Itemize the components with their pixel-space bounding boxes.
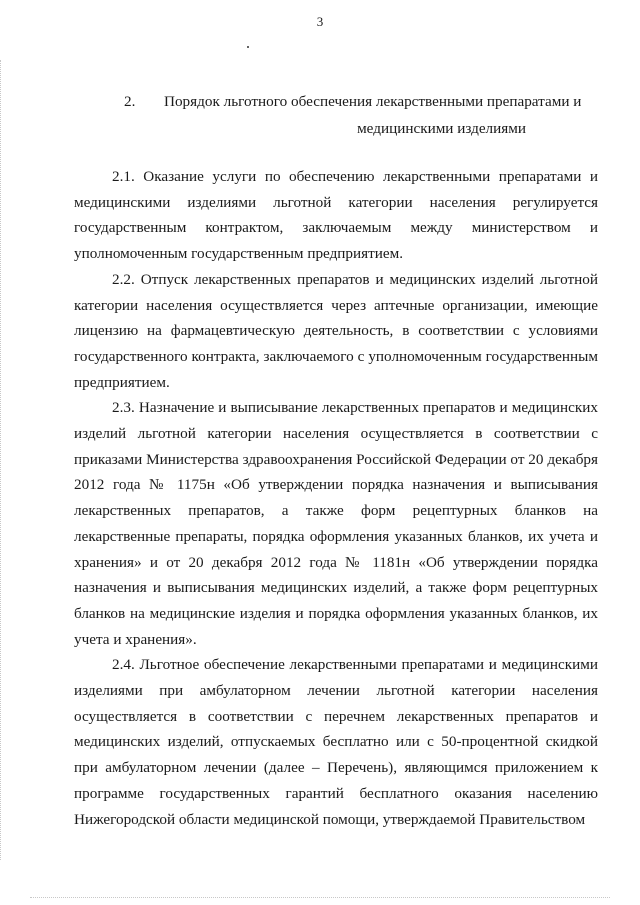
section-body [74,164,598,832]
paragraph-2-2: 2.2. Отпуск лекарственных препаратов и медицинских изделий льготной категории населения осуществляется через аптечные организации, имеющие лицензию на фармацевтическую деятельность, в соответствии с условиями государственного контракта, заключаемого с уполномоченным государственным предприятием. [74,270,598,391]
page-number: 3 [316,14,324,29]
scan-edge-left [0,60,2,860]
paragraph-2-4: 2.4. Льготное обеспечение лекарственными препаратами и медицинскими изделиями при амбулаторном лечении льготной категории населения осуществляется в соответствии с перечнем лекарственных препаратов и медицинских изделий, отпускаемых бесплатно или с 50-процентной скидкой при амбулаторном лечении (далее – Перечень), являющимся приложением к программе государственных гарантий бесплатного оказания населению Нижегородской области медицинской помощи, утверждаемой Правительством [74,656,598,828]
section-number: 2. [124,93,136,110]
section-title-line2: медицинскими изделиями [357,120,526,137]
scan-speck [247,46,249,48]
paragraph-2-3: 2.3. Назначение и выписывание лекарственных препаратов и медицинских изделий льготной категории населения осуществляется в соответствии с приказами Министерства здравоохранения Российской Федерации от 20 декабря 2012 года № 1175н «Об утверждении порядка назначения и выписывания лекарственных препаратов, а также форм рецептурных бланков на лекарственные препараты, порядка оформления указанных бланков, их учета и хранения» и от 20 декабря 2012 года № 1181н «Об утверждении порядка назначения и выписывания медицинских изделий, а также форм рецептурных бланков на медицинские изделия и порядка оформления указанных бланков, их учета и хранения». [74,399,598,648]
section-title-line1: Порядок льготного обеспечения лекарственными препаратами и [164,93,582,110]
paragraph-2-1: 2.1. Оказание услуги по обеспечению лекарственными препаратами и медицинскими изделиями льготной категории населения регулируется государственным контрактом, заключаемым между министерством и уполномоченным государственным предприятием. [74,168,598,263]
scan-edge-bottom [30,897,610,898]
